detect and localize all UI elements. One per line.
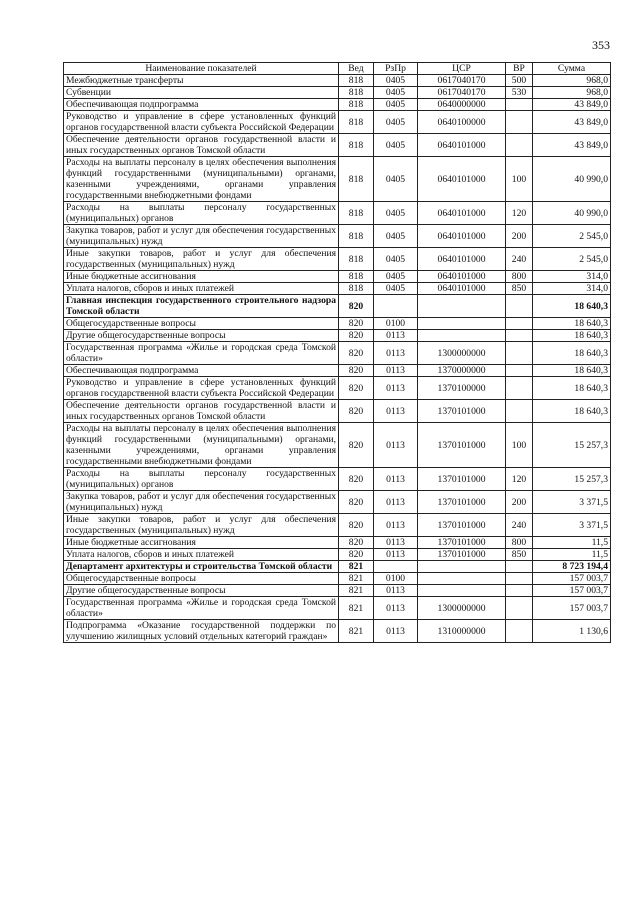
cell-vr: 240 bbox=[506, 514, 533, 537]
cell-ved: 818 bbox=[339, 99, 374, 111]
header-ved: Вед bbox=[339, 63, 374, 75]
cell-vr bbox=[506, 342, 533, 365]
cell-vr: 120 bbox=[506, 468, 533, 491]
cell-csr: 1370101000 bbox=[418, 468, 506, 491]
cell-sum: 15 257,3 bbox=[533, 423, 611, 468]
cell-rzpr: 0113 bbox=[374, 491, 418, 514]
cell-sum: 15 257,3 bbox=[533, 468, 611, 491]
cell-vr: 530 bbox=[506, 87, 533, 99]
cell-vr: 850 bbox=[506, 283, 533, 295]
cell-csr: 1370101000 bbox=[418, 549, 506, 561]
cell-csr: 0640101000 bbox=[418, 248, 506, 271]
cell-csr: 1370101000 bbox=[418, 423, 506, 468]
cell-vr: 800 bbox=[506, 537, 533, 549]
table-row bbox=[64, 157, 611, 202]
cell-rzpr: 0113 bbox=[374, 400, 418, 423]
cell-ved: 818 bbox=[339, 157, 374, 202]
cell-csr: 1370101000 bbox=[418, 514, 506, 537]
cell-vr bbox=[506, 365, 533, 377]
cell-name: Обеспечение деятельности органов государственной власти и иных государственных органов Томской области bbox=[64, 134, 339, 157]
cell-name: Другие общегосударственные вопросы bbox=[64, 585, 339, 597]
table-row bbox=[64, 423, 611, 468]
cell-sum: 968,0 bbox=[533, 75, 611, 87]
table-row bbox=[64, 365, 611, 377]
cell-name: Общегосударственные вопросы bbox=[64, 573, 339, 585]
cell-vr bbox=[506, 99, 533, 111]
cell-csr: 1310000000 bbox=[418, 620, 506, 643]
cell-csr: 1370101000 bbox=[418, 400, 506, 423]
cell-rzpr: 0113 bbox=[374, 620, 418, 643]
cell-ved: 820 bbox=[339, 377, 374, 400]
cell-ved: 821 bbox=[339, 573, 374, 585]
cell-sum: 18 640,3 bbox=[533, 318, 611, 330]
cell-csr bbox=[418, 561, 506, 573]
cell-name: Департамент архитектуры и строительства Томской области bbox=[64, 561, 339, 573]
table-row bbox=[64, 491, 611, 514]
cell-rzpr: 0113 bbox=[374, 330, 418, 342]
table-row bbox=[64, 248, 611, 271]
cell-sum: 11,5 bbox=[533, 549, 611, 561]
cell-ved: 820 bbox=[339, 400, 374, 423]
cell-ved: 820 bbox=[339, 514, 374, 537]
cell-vr: 240 bbox=[506, 248, 533, 271]
cell-ved: 821 bbox=[339, 597, 374, 620]
cell-rzpr: 0113 bbox=[374, 585, 418, 597]
cell-rzpr bbox=[374, 561, 418, 573]
cell-rzpr: 0113 bbox=[374, 365, 418, 377]
cell-csr: 0640101000 bbox=[418, 283, 506, 295]
cell-csr bbox=[418, 585, 506, 597]
table-row bbox=[64, 377, 611, 400]
cell-ved: 820 bbox=[339, 342, 374, 365]
cell-csr bbox=[418, 573, 506, 585]
table-row bbox=[64, 549, 611, 561]
header-name: Наименование показателей bbox=[64, 63, 339, 75]
cell-name: Межбюджетные трансферты bbox=[64, 75, 339, 87]
cell-csr: 1370101000 bbox=[418, 537, 506, 549]
cell-name: Обеспечивающая подпрограмма bbox=[64, 365, 339, 377]
cell-csr: 1370100000 bbox=[418, 377, 506, 400]
cell-name: Общегосударственные вопросы bbox=[64, 318, 339, 330]
cell-name: Субвенции bbox=[64, 87, 339, 99]
cell-csr: 1370000000 bbox=[418, 365, 506, 377]
table-row bbox=[64, 225, 611, 248]
cell-ved: 820 bbox=[339, 537, 374, 549]
table-row bbox=[64, 330, 611, 342]
cell-csr: 0617040170 bbox=[418, 87, 506, 99]
cell-name: Иные бюджетные ассигнования bbox=[64, 271, 339, 283]
cell-ved: 818 bbox=[339, 248, 374, 271]
cell-rzpr: 0405 bbox=[374, 157, 418, 202]
table-row bbox=[64, 585, 611, 597]
page-number: 353 bbox=[592, 38, 610, 52]
table-row bbox=[64, 134, 611, 157]
cell-csr: 0640101000 bbox=[418, 157, 506, 202]
cell-name: Другие общегосударственные вопросы bbox=[64, 330, 339, 342]
table-row bbox=[64, 99, 611, 111]
cell-vr bbox=[506, 111, 533, 134]
cell-ved: 820 bbox=[339, 468, 374, 491]
cell-ved: 821 bbox=[339, 561, 374, 573]
cell-csr: 1370101000 bbox=[418, 491, 506, 514]
budget-table bbox=[63, 62, 611, 643]
cell-rzpr: 0113 bbox=[374, 537, 418, 549]
cell-csr: 0640101000 bbox=[418, 271, 506, 283]
cell-rzpr: 0113 bbox=[374, 597, 418, 620]
table-row bbox=[64, 537, 611, 549]
cell-sum: 18 640,3 bbox=[533, 400, 611, 423]
cell-name: Иные закупки товаров, работ и услуг для обеспечения государственных (муниципальных) нужд bbox=[64, 248, 339, 271]
cell-vr bbox=[506, 597, 533, 620]
cell-sum: 18 640,3 bbox=[533, 295, 611, 318]
table-row bbox=[64, 283, 611, 295]
cell-rzpr: 0100 bbox=[374, 573, 418, 585]
cell-ved: 820 bbox=[339, 491, 374, 514]
cell-csr bbox=[418, 295, 506, 318]
cell-vr: 800 bbox=[506, 271, 533, 283]
table-row bbox=[64, 295, 611, 318]
cell-sum: 18 640,3 bbox=[533, 330, 611, 342]
cell-ved: 818 bbox=[339, 225, 374, 248]
cell-csr bbox=[418, 318, 506, 330]
cell-ved: 820 bbox=[339, 295, 374, 318]
cell-sum: 2 545,0 bbox=[533, 225, 611, 248]
cell-rzpr: 0405 bbox=[374, 225, 418, 248]
cell-csr: 0617040170 bbox=[418, 75, 506, 87]
cell-ved: 820 bbox=[339, 318, 374, 330]
cell-name: Обеспечение деятельности органов государственной власти и иных государственных органов Томской области bbox=[64, 400, 339, 423]
cell-sum: 18 640,3 bbox=[533, 365, 611, 377]
cell-ved: 818 bbox=[339, 134, 374, 157]
cell-rzpr: 0113 bbox=[374, 514, 418, 537]
cell-vr: 100 bbox=[506, 423, 533, 468]
cell-rzpr: 0100 bbox=[374, 318, 418, 330]
cell-csr: 0640101000 bbox=[418, 225, 506, 248]
cell-csr: 0640101000 bbox=[418, 134, 506, 157]
cell-sum: 43 849,0 bbox=[533, 99, 611, 111]
cell-sum: 8 723 194,4 bbox=[533, 561, 611, 573]
cell-rzpr: 0405 bbox=[374, 202, 418, 225]
cell-name: Иные бюджетные ассигнования bbox=[64, 537, 339, 549]
header-csr: ЦСР bbox=[418, 63, 506, 75]
cell-sum: 2 545,0 bbox=[533, 248, 611, 271]
cell-sum: 3 371,5 bbox=[533, 514, 611, 537]
cell-name: Расходы на выплаты персоналу в целях обеспечения выполнения функций государственными (муниципальными) органами, казенными учреждениями, органами управления государственными внебюджетными фондами bbox=[64, 157, 339, 202]
table-row bbox=[64, 202, 611, 225]
cell-vr: 500 bbox=[506, 75, 533, 87]
cell-ved: 820 bbox=[339, 423, 374, 468]
cell-name: Государственная программа «Жилье и городская среда Томской области» bbox=[64, 597, 339, 620]
cell-sum: 314,0 bbox=[533, 271, 611, 283]
cell-vr: 200 bbox=[506, 491, 533, 514]
cell-rzpr: 0405 bbox=[374, 87, 418, 99]
cell-sum: 18 640,3 bbox=[533, 342, 611, 365]
header-rzpr: РзПр bbox=[374, 63, 418, 75]
cell-rzpr: 0113 bbox=[374, 423, 418, 468]
cell-vr: 850 bbox=[506, 549, 533, 561]
cell-sum: 968,0 bbox=[533, 87, 611, 99]
cell-vr bbox=[506, 295, 533, 318]
cell-name: Расходы на выплаты персоналу государственных (муниципальных) органов bbox=[64, 468, 339, 491]
cell-rzpr: 0405 bbox=[374, 75, 418, 87]
cell-name: Расходы на выплаты персоналу в целях обеспечения выполнения функций государственными (муниципальными) органами, казенными учреждениями, органами управления государственными внебюджетными фондами bbox=[64, 423, 339, 468]
cell-vr: 100 bbox=[506, 157, 533, 202]
cell-name: Расходы на выплаты персоналу государственных (муниципальных) органов bbox=[64, 202, 339, 225]
cell-ved: 818 bbox=[339, 111, 374, 134]
cell-vr bbox=[506, 318, 533, 330]
cell-rzpr: 0405 bbox=[374, 99, 418, 111]
cell-name: Подпрограмма «Оказание государственной поддержки по улучшению жилищных условий отдельных категорий граждан» bbox=[64, 620, 339, 643]
cell-sum: 157 003,7 bbox=[533, 597, 611, 620]
cell-csr: 1300000000 bbox=[418, 597, 506, 620]
header-vr: ВР bbox=[506, 63, 533, 75]
table-row bbox=[64, 75, 611, 87]
cell-rzpr bbox=[374, 295, 418, 318]
cell-rzpr: 0405 bbox=[374, 271, 418, 283]
table-row bbox=[64, 271, 611, 283]
cell-sum: 40 990,0 bbox=[533, 202, 611, 225]
cell-name: Закупка товаров, работ и услуг для обеспечения государственных (муниципальных) нужд bbox=[64, 225, 339, 248]
cell-name: Руководство и управление в сфере установленных функций органов государственной власти субъекта Российской Федерации bbox=[64, 111, 339, 134]
cell-vr bbox=[506, 573, 533, 585]
cell-ved: 818 bbox=[339, 87, 374, 99]
cell-ved: 820 bbox=[339, 365, 374, 377]
cell-ved: 818 bbox=[339, 202, 374, 225]
cell-rzpr: 0405 bbox=[374, 134, 418, 157]
cell-vr bbox=[506, 134, 533, 157]
table-row bbox=[64, 468, 611, 491]
cell-sum: 157 003,7 bbox=[533, 573, 611, 585]
cell-ved: 820 bbox=[339, 549, 374, 561]
cell-sum: 11,5 bbox=[533, 537, 611, 549]
cell-csr bbox=[418, 330, 506, 342]
table-row bbox=[64, 318, 611, 330]
cell-name: Уплата налогов, сборов и иных платежей bbox=[64, 283, 339, 295]
table-row bbox=[64, 400, 611, 423]
table-row bbox=[64, 342, 611, 365]
table-row bbox=[64, 514, 611, 537]
cell-vr bbox=[506, 585, 533, 597]
cell-csr: 1300000000 bbox=[418, 342, 506, 365]
cell-csr: 0640101000 bbox=[418, 202, 506, 225]
cell-name: Главная инспекция государственного строительного надзора Томской области bbox=[64, 295, 339, 318]
table-header-row bbox=[64, 63, 611, 75]
cell-rzpr: 0113 bbox=[374, 468, 418, 491]
table-row bbox=[64, 620, 611, 643]
cell-sum: 1 130,6 bbox=[533, 620, 611, 643]
table-row bbox=[64, 573, 611, 585]
header-sum: Сумма bbox=[533, 63, 611, 75]
cell-ved: 821 bbox=[339, 620, 374, 643]
cell-vr bbox=[506, 377, 533, 400]
table-row bbox=[64, 561, 611, 573]
cell-rzpr: 0113 bbox=[374, 549, 418, 561]
cell-vr bbox=[506, 620, 533, 643]
cell-ved: 820 bbox=[339, 330, 374, 342]
cell-name: Иные закупки товаров, работ и услуг для обеспечения государственных (муниципальных) нужд bbox=[64, 514, 339, 537]
cell-ved: 818 bbox=[339, 75, 374, 87]
cell-sum: 43 849,0 bbox=[533, 111, 611, 134]
cell-sum: 40 990,0 bbox=[533, 157, 611, 202]
cell-sum: 314,0 bbox=[533, 283, 611, 295]
cell-rzpr: 0405 bbox=[374, 248, 418, 271]
cell-csr: 0640000000 bbox=[418, 99, 506, 111]
cell-name: Уплата налогов, сборов и иных платежей bbox=[64, 549, 339, 561]
cell-sum: 43 849,0 bbox=[533, 134, 611, 157]
cell-name: Обеспечивающая подпрограмма bbox=[64, 99, 339, 111]
cell-vr: 200 bbox=[506, 225, 533, 248]
cell-sum: 157 003,7 bbox=[533, 585, 611, 597]
cell-rzpr: 0405 bbox=[374, 111, 418, 134]
cell-vr bbox=[506, 330, 533, 342]
cell-csr: 0640100000 bbox=[418, 111, 506, 134]
cell-ved: 821 bbox=[339, 585, 374, 597]
cell-vr bbox=[506, 561, 533, 573]
cell-rzpr: 0113 bbox=[374, 342, 418, 365]
cell-ved: 818 bbox=[339, 283, 374, 295]
table-row bbox=[64, 87, 611, 99]
cell-name: Закупка товаров, работ и услуг для обеспечения государственных (муниципальных) нужд bbox=[64, 491, 339, 514]
cell-vr bbox=[506, 400, 533, 423]
cell-sum: 3 371,5 bbox=[533, 491, 611, 514]
table-row bbox=[64, 111, 611, 134]
cell-sum: 18 640,3 bbox=[533, 377, 611, 400]
cell-rzpr: 0405 bbox=[374, 283, 418, 295]
cell-rzpr: 0113 bbox=[374, 377, 418, 400]
cell-name: Руководство и управление в сфере установленных функций органов государственной власти субъекта Российской Федерации bbox=[64, 377, 339, 400]
cell-name: Государственная программа «Жилье и городская среда Томской области» bbox=[64, 342, 339, 365]
table-body bbox=[64, 75, 611, 643]
cell-vr: 120 bbox=[506, 202, 533, 225]
table-row bbox=[64, 597, 611, 620]
cell-ved: 818 bbox=[339, 271, 374, 283]
